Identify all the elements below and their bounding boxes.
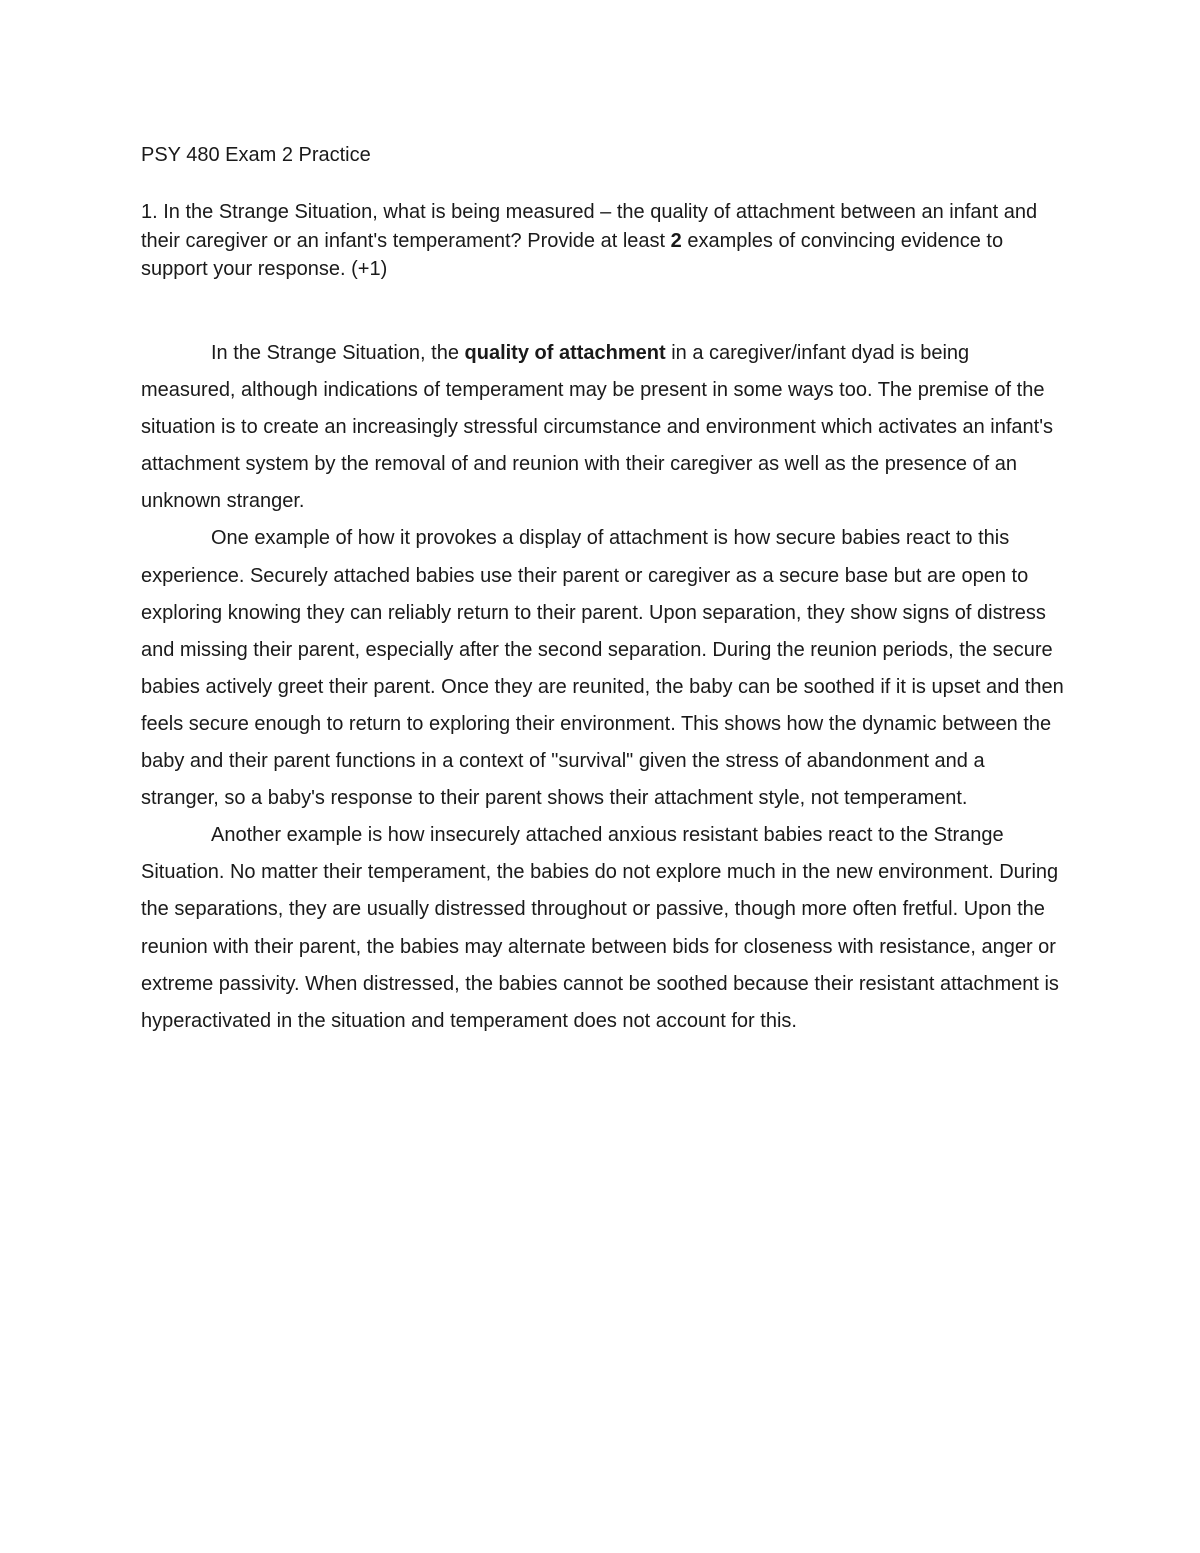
question-text-part1: 1. In the Strange Situation, what is being measured – the quality of attachment between an infant and their caregiver or an infant's temperament? Provide at least (141, 201, 1038, 252)
answer-paragraph-1-part1: In the Strange Situation, the (211, 342, 465, 364)
question-prompt (141, 198, 1066, 284)
document-title: PSY 480 Exam 2 Practice (141, 144, 371, 166)
question-text-part2: examples of convincing evidence to support your response. (+1) (141, 229, 1004, 280)
answer-paragraph-2: One example of how it provokes a display of attachment is how secure babies react to this experience. Securely attached babies use their parent or caregiver as a secure base but are open to exploring knowing they can reliably return to their parent. Upon separation, they show signs of distress and missing their parent, especially after the second separation. During the reunion periods, the secure babies actively greet their parent. Once they are reunited, the baby can be soothed if it is upset and then feels secure enough to return to exploring their environment. This shows how the dynamic between the baby and their parent functions in a context of "survival" given the stress of abandonment and a stranger, so a baby's response to their parent shows their attachment style, not temperament. (141, 527, 1064, 810)
answer-paragraph-1-part2: in a caregiver/infant dyad is being measured, although indications of temperament may be present in some ways too. The premise of the situation is to create an increasingly stressful circumstance and environment which activates an infant's attachment system by the removal of and reunion with their caregiver as well as the presence of an unknown stranger. (141, 342, 1054, 513)
answer-body (141, 335, 1066, 1040)
answer-paragraph-3: Another example is how insecurely attached anxious resistant babies react to the Strange Situation. No matter their temperament, the babies do not explore much in the new environment. During the separations, they are usually distressed throughout or passive, though more often fretful. Upon the reunion with their parent, the babies may alternate between bids for closeness with resistance, anger or extreme passivity. When distressed, the babies cannot be soothed because their resistant attachment is hyperactivated in the situation and temperament does not account for this. (141, 824, 1059, 1032)
question-emphasis: 2 (670, 229, 682, 252)
answer-emphasis: quality of attachment (464, 342, 666, 364)
answer-paragraph-1 (141, 335, 1066, 520)
